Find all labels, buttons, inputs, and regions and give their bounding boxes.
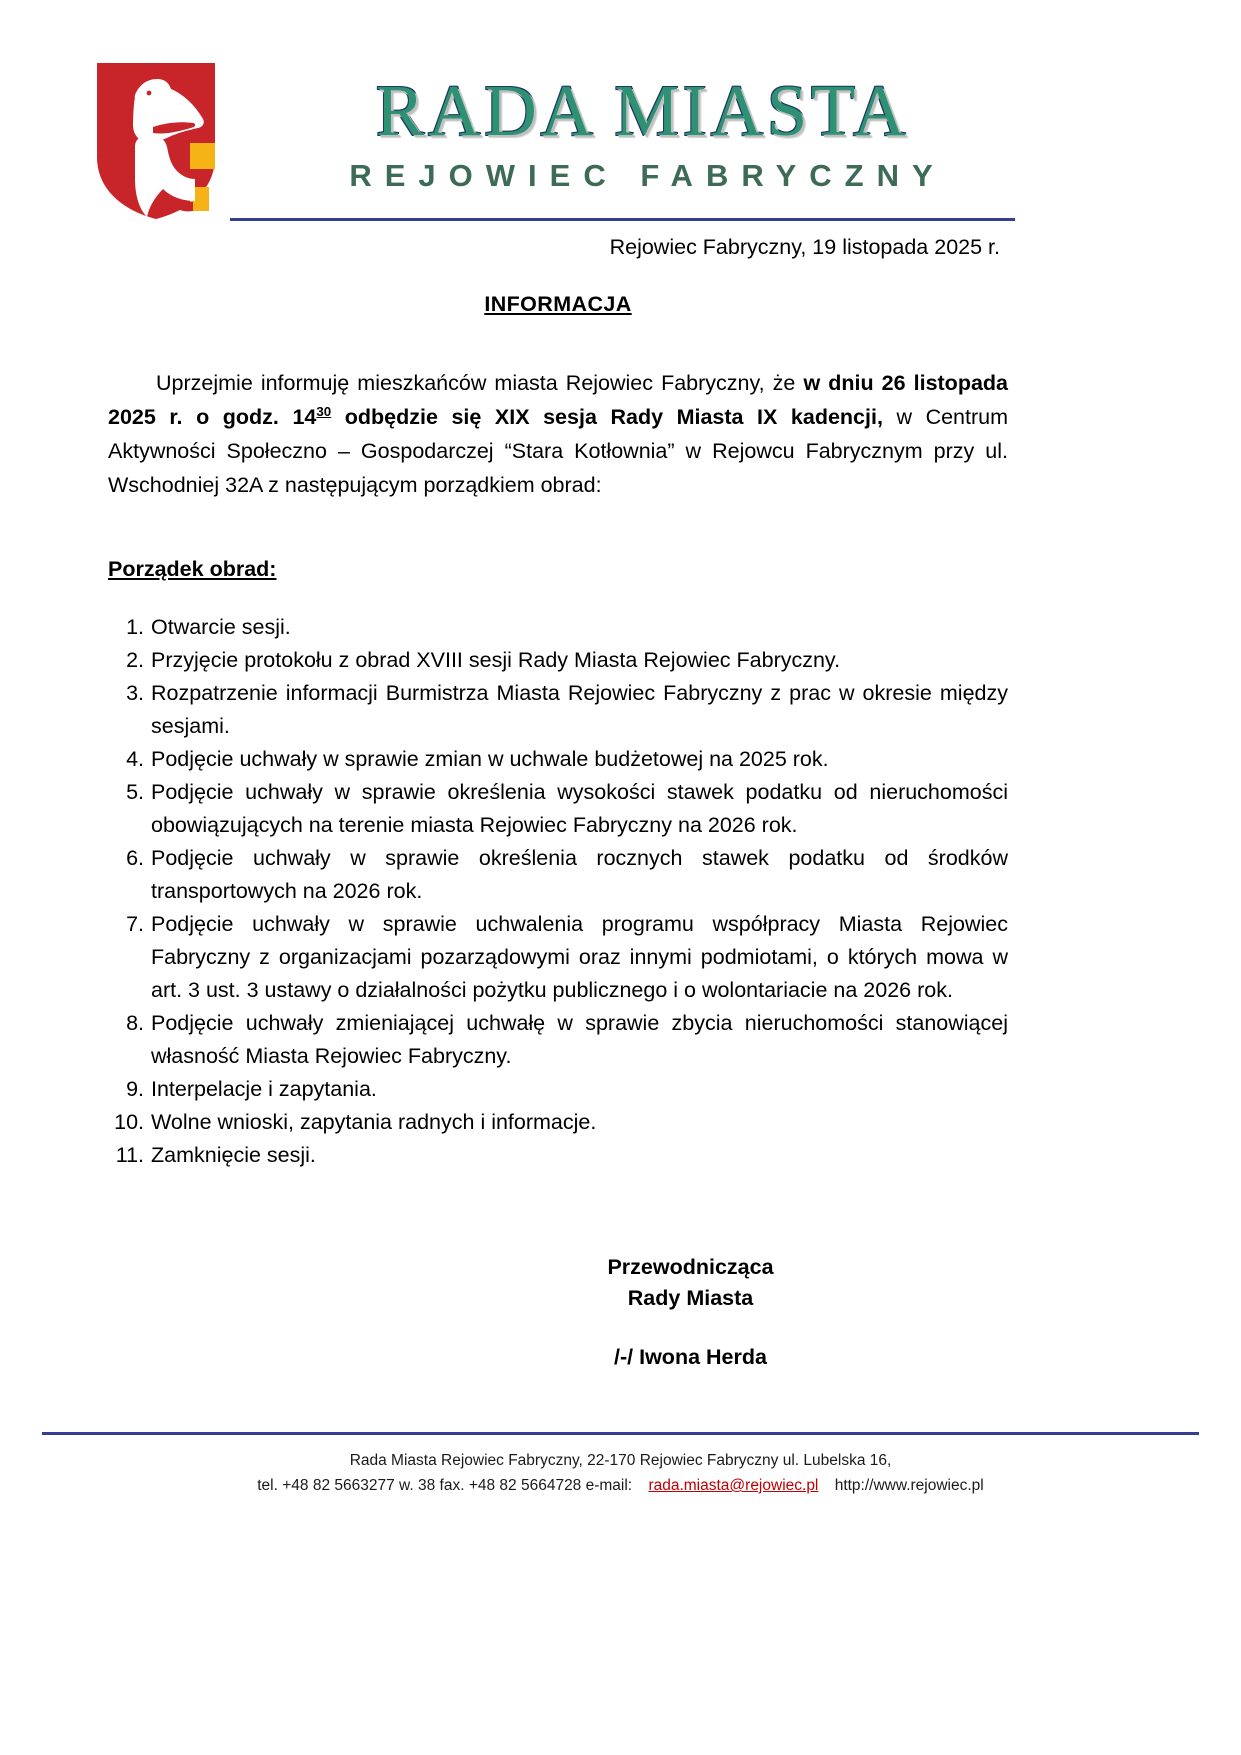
footer-phone-fax: tel. +48 82 5663277 w. 38 fax. +48 82 5664728 e-mail: <box>257 1477 633 1494</box>
list-item-number: 10. <box>114 1110 144 1134</box>
dateline: Rejowiec Fabryczny, 19 listopada 2025 r. <box>609 235 1000 259</box>
signature-block <box>108 1252 1008 1373</box>
letterhead <box>95 55 1015 230</box>
list-item-text: Podjęcie uchwały zmieniającej uchwałę w sprawie zbycia nieruchomości stanowiącej własność Miasta Rejowiec Fabryczny. <box>151 1011 1008 1068</box>
intro-bold-part2: odbędzie się XIX sesja Rady Miasta IX kadencji, <box>331 405 883 429</box>
list-item-text: Interpelacje i zapytania. <box>151 1077 377 1101</box>
footer-divider <box>42 1432 1199 1435</box>
coat-of-arms-icon <box>95 61 217 221</box>
agenda-heading <box>108 554 1008 585</box>
list-item-text: Podjęcie uchwały w sprawie określenia wysokości stawek podatku od nieruchomości obowiązujących na terenie miasta Rejowiec Fabryczny na 2026 rok. <box>151 780 1008 837</box>
list-item-text: Podjęcie uchwały w sprawie określenia rocznych stawek podatku od środków transportowych na 2026 rok. <box>151 846 1008 903</box>
intro-paragraph <box>108 366 1008 502</box>
page-title <box>108 289 1008 320</box>
list-item <box>108 908 1008 1007</box>
wordmark-subtitle: REJOWIEC FABRYCZNY <box>349 158 946 193</box>
header-divider <box>230 218 1015 221</box>
list-item-text: Rozpatrzenie informacji Burmistrza Miasta Rejowiec Fabryczny z prac w okresie między sesjami. <box>151 681 1008 738</box>
wordmark-title: RADA MIASTA <box>375 70 910 151</box>
intro-text-part2: w Centrum Aktywności Społeczno – Gospodarczej “Stara Kotłownia” w Rejowcu Fabrycznym przy ul. Wschodniej 32A z następującym porządkiem obrad: <box>108 405 1009 497</box>
signature-role-line2: Rady Miasta <box>627 1286 754 1310</box>
email-link[interactable]: rada.miasta@rejowiec.pl <box>648 1477 819 1494</box>
list-item-number: 6. <box>126 846 144 870</box>
list-item-number: 3. <box>126 681 144 705</box>
signature-role-line1: Przewodnicząca <box>607 1255 774 1279</box>
wordmark <box>270 70 1015 195</box>
list-item-text: Wolne wnioski, zapytania radnych i informacje. <box>151 1110 597 1134</box>
list-item-text: Przyjęcie protokołu z obrad XVIII sesji Rady Miasta Rejowiec Fabryczny. <box>151 648 841 672</box>
list-item-number: 4. <box>126 747 144 771</box>
footer-contact <box>0 1473 1241 1498</box>
document-body <box>108 232 1008 1373</box>
list-item-text: Podjęcie uchwały w sprawie uchwalenia programu współpracy Miasta Rejowiec Fabryczny z organizacjami pozarządowymi oraz innymi podmiotami, o których mowa w art. 3 ust. 3 ustawy o działalności pożytku publicznego i o wolontariacie na 2026 rok. <box>151 912 1008 1002</box>
intro-text-part1: Uprzejmie informuję mieszkańców miasta Rejowiec Fabryczny, że <box>156 371 804 395</box>
list-item-text: Podjęcie uchwały w sprawie zmian w uchwale budżetowej na 2025 rok. <box>151 747 829 771</box>
list-item-number: 9. <box>126 1077 144 1101</box>
list-item <box>108 1073 1008 1106</box>
time-minutes-superscript: 30 <box>316 403 332 419</box>
list-item <box>108 842 1008 908</box>
list-item <box>108 1007 1008 1073</box>
list-item-text: Zamknięcie sesji. <box>151 1143 316 1167</box>
page-title-text: INFORMACJA <box>484 292 632 316</box>
signature-name: /-/ Iwona Herda <box>614 1345 767 1369</box>
list-item-number: 5. <box>126 780 144 804</box>
list-item <box>108 644 1008 677</box>
agenda-heading-text: Porządek obrad: <box>108 557 277 581</box>
list-item <box>108 611 1008 644</box>
agenda-list <box>108 611 1008 1172</box>
list-item <box>108 776 1008 842</box>
list-item-number: 7. <box>126 912 144 936</box>
footer <box>0 1448 1241 1498</box>
list-item <box>108 677 1008 743</box>
list-item <box>108 1139 1008 1172</box>
list-item-number: 8. <box>126 1011 144 1035</box>
list-item-text: Otwarcie sesji. <box>151 615 291 639</box>
list-item-number: 1. <box>126 615 144 639</box>
list-item <box>108 743 1008 776</box>
website-url[interactable]: http://www.rejowiec.pl <box>834 1477 984 1494</box>
intro-bold-part1: w dniu 26 listopada 2025 r. o godz. 14 <box>108 371 1008 429</box>
list-item-number: 11. <box>115 1143 144 1167</box>
list-item-number: 2. <box>126 648 144 672</box>
footer-address: Rada Miasta Rejowiec Fabryczny, 22-170 Rejowiec Fabryczny ul. Lubelska 16, <box>349 1452 892 1469</box>
list-item <box>108 1106 1008 1139</box>
